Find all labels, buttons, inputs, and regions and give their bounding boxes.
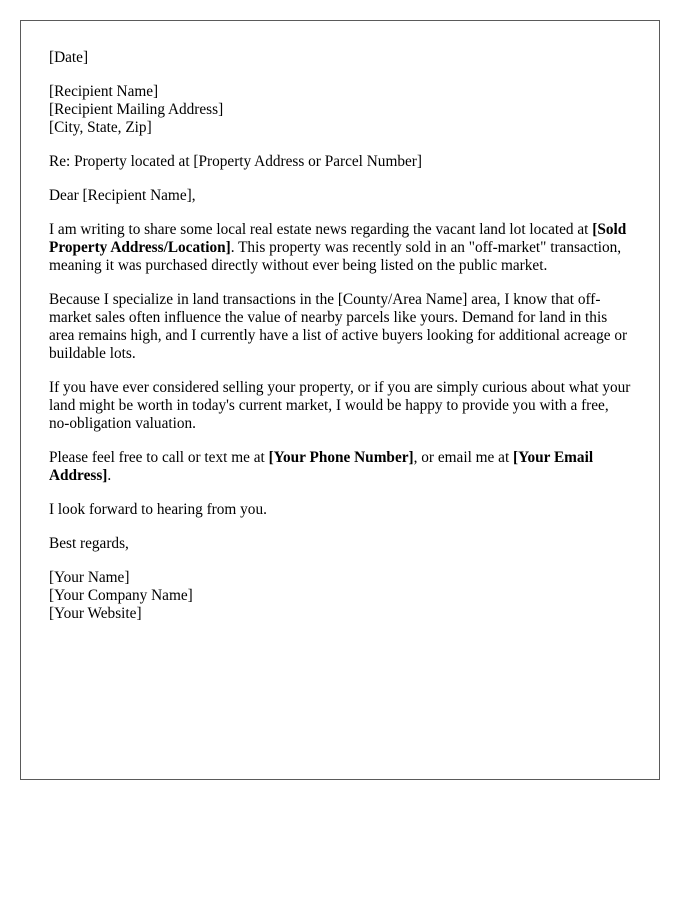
paragraph-4	[49, 449, 631, 485]
date-text: [Date]	[49, 49, 89, 66]
paragraph-5-text: I look forward to hearing from you.	[49, 501, 267, 518]
sold-property-placeholder: [Sold Property Address/Location]	[49, 221, 627, 256]
signature-company: [Your Company Name]	[49, 587, 193, 604]
paragraph-3-text: If you have ever considered selling your property, or if you are simply curious about what your land might be worth in today's current market, I would be happy to provide you with a free, no-obligation valuation.	[49, 379, 631, 432]
paragraph-5	[49, 501, 631, 519]
paragraph-4-end: .	[107, 467, 112, 484]
paragraph-2-text: Because I specialize in land transactions in the [County/Area Name] area, I know that off-market sales often influence the value of nearby parcels like yours. Demand for land in this area remains high, and I currently have a list of active buyers looking for additional acreage or buildable lots.	[49, 291, 628, 362]
salutation	[49, 187, 631, 205]
signature-name: [Your Name]	[49, 569, 130, 586]
paragraph-1-intro: I am writing to share some local real estate news regarding the vacant land lot located at	[49, 221, 593, 238]
salutation-text: Dear [Recipient Name],	[49, 187, 196, 204]
re-line	[49, 153, 631, 171]
paragraph-4-middle: , or email me at	[413, 449, 514, 466]
phone-placeholder: [Your Phone Number]	[268, 449, 414, 466]
signature-website: [Your Website]	[49, 605, 142, 622]
letter-page	[20, 20, 660, 780]
paragraph-2	[49, 291, 631, 363]
recipient-city: [City, State, Zip]	[49, 119, 152, 136]
signature-block	[49, 569, 631, 623]
paragraph-4-intro: Please feel free to call or text me at	[49, 449, 269, 466]
paragraph-3	[49, 379, 631, 433]
paragraph-1-rest: . This property was recently sold in an "off-market" transaction, meaning it was purchased directly without ever being listed on the public market.	[49, 239, 622, 274]
letter-date	[49, 49, 631, 67]
recipient-address: [Recipient Mailing Address]	[49, 101, 224, 118]
closing-text: Best regards,	[49, 535, 129, 552]
email-placeholder: [Your Email Address]	[49, 449, 594, 484]
recipient-block	[49, 83, 631, 137]
re-line-text: Re: Property located at [Property Address or Parcel Number]	[49, 153, 422, 170]
closing	[49, 535, 631, 553]
recipient-name: [Recipient Name]	[49, 83, 159, 100]
paragraph-1	[49, 221, 631, 275]
